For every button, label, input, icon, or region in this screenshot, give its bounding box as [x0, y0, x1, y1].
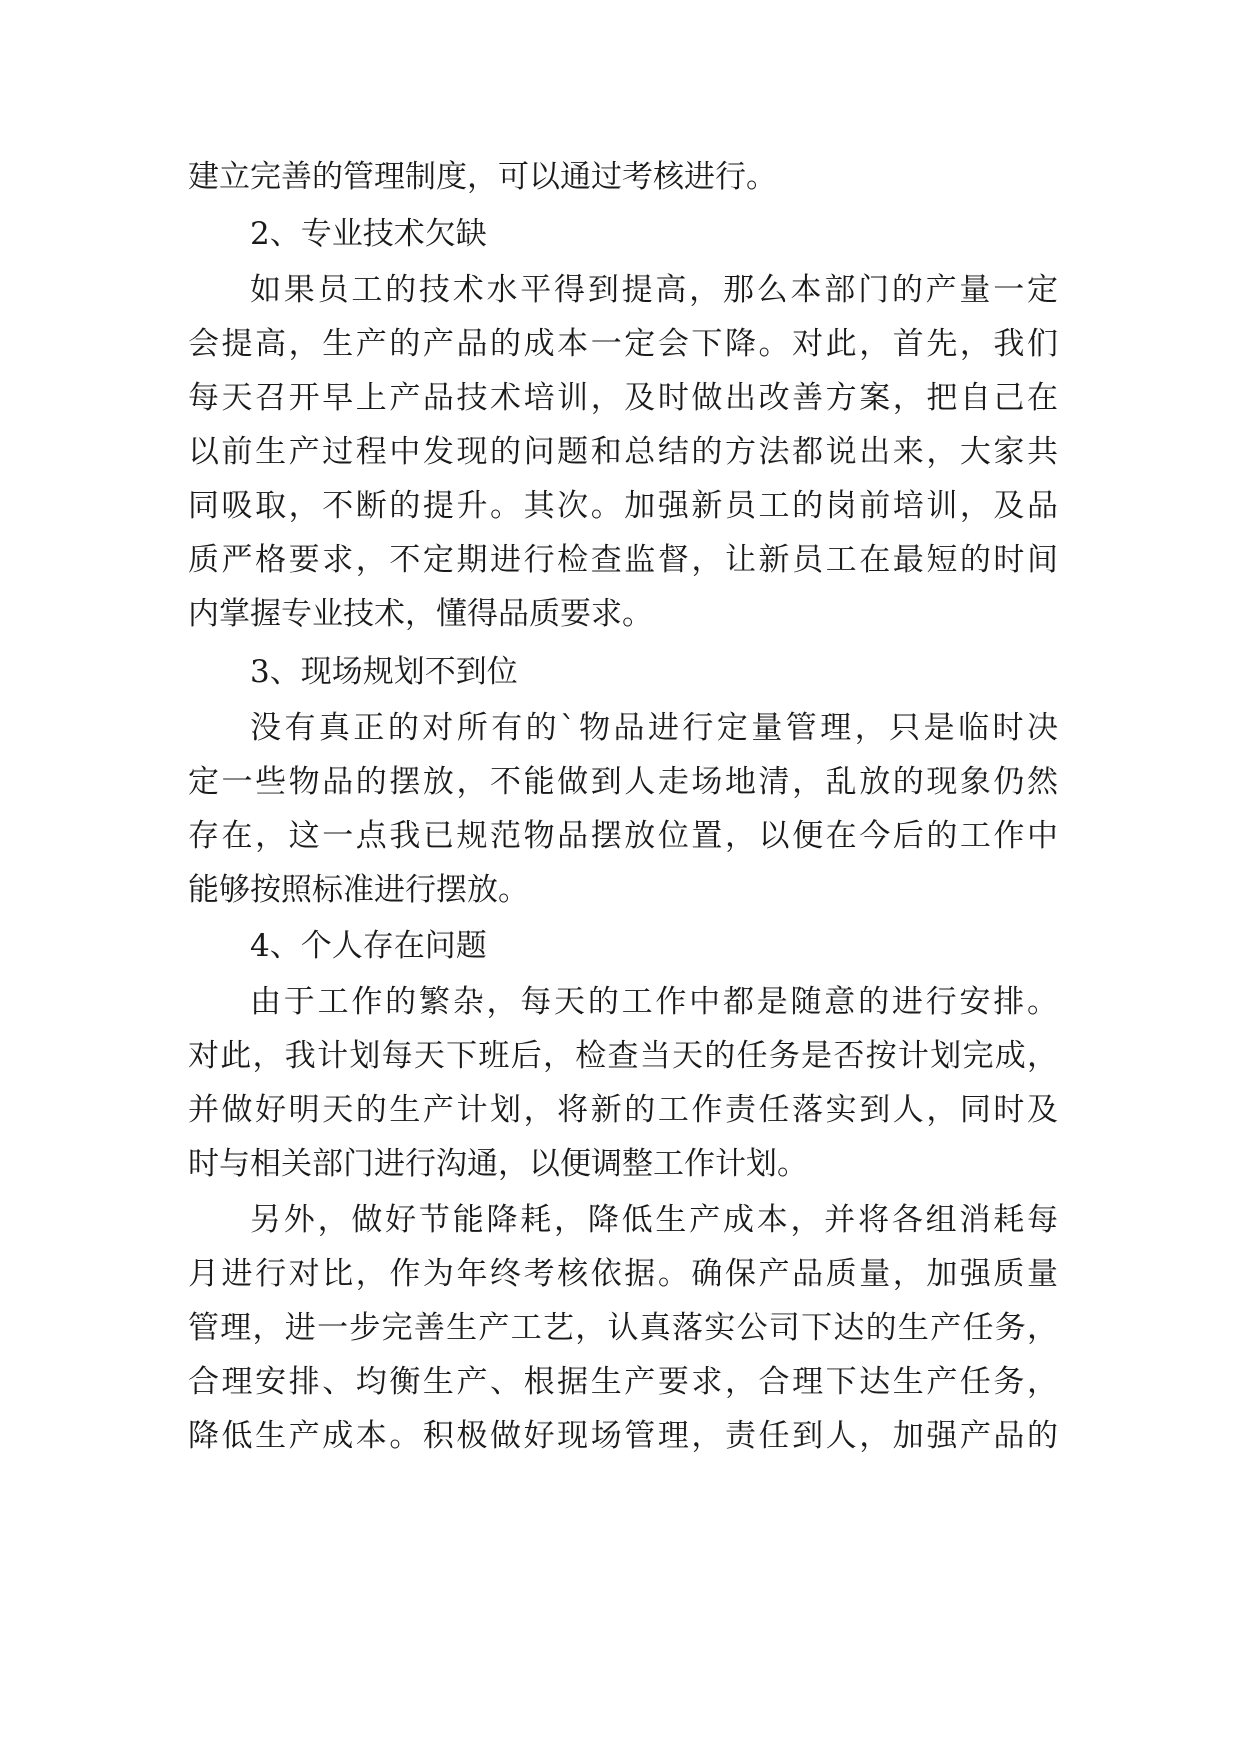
paragraph-line: 降低生产成本。积极做好现场管理，责任到人，加强产品的 [188, 1418, 1058, 1454]
paragraph-line: 每天召开早上产品技术培训，及时做出改善方案，把自己在 [188, 380, 1058, 416]
section-heading: 2、专业技术欠缺 [250, 216, 487, 252]
paragraph-line: 以前生产过程中发现的问题和总结的方法都说出来，大家共 [188, 434, 1058, 470]
paragraph-line: 并做好明天的生产计划，将新的工作责任落实到人，同时及 [188, 1092, 1058, 1128]
paragraph-line: 定一些物品的摆放，不能做到人走场地清，乱放的现象仍然 [188, 764, 1058, 800]
paragraph-line: 合理安排、均衡生产、根据生产要求，合理下达生产任务， [188, 1364, 1058, 1400]
section-heading: 3、现场规划不到位 [250, 654, 518, 690]
paragraph-line: 建立完善的管理制度，可以通过考核进行。 [188, 159, 777, 195]
section-heading: 4、个人存在问题 [250, 928, 487, 964]
paragraph-line: 同吸取，不断的提升。其次。加强新员工的岗前培训，及品 [188, 488, 1058, 524]
paragraph-line: 月进行对比，作为年终考核依据。确保产品质量，加强质量 [188, 1256, 1058, 1292]
paragraph-line: 管理，进一步完善生产工艺，认真落实公司下达的生产任务， [188, 1310, 1058, 1346]
paragraph-line: 会提高，生产的产品的成本一定会下降。对此，首先，我们 [188, 326, 1058, 362]
paragraph-line: 没有真正的对所有的`物品进行定量管理，只是临时决 [250, 710, 1058, 746]
paragraph-line: 内掌握专业技术，懂得品质要求。 [188, 596, 653, 632]
paragraph-line: 能够按照标准进行摆放。 [188, 872, 529, 908]
paragraph-line: 时与相关部门进行沟通，以便调整工作计划。 [188, 1146, 808, 1182]
paragraph-line: 如果员工的技术水平得到提高，那么本部门的产量一定 [250, 272, 1058, 308]
paragraph-line: 质严格要求，不定期进行检查监督，让新员工在最短的时间 [188, 542, 1058, 578]
paragraph-line: 另外，做好节能降耗，降低生产成本，并将各组消耗每 [250, 1202, 1058, 1238]
paragraph-line: 存在，这一点我已规范物品摆放位置，以便在今后的工作中 [188, 818, 1058, 854]
paragraph-line: 由于工作的繁杂，每天的工作中都是随意的进行安排。 [250, 984, 1058, 1020]
paragraph-line: 对此，我计划每天下班后，检查当天的任务是否按计划完成， [188, 1038, 1058, 1074]
